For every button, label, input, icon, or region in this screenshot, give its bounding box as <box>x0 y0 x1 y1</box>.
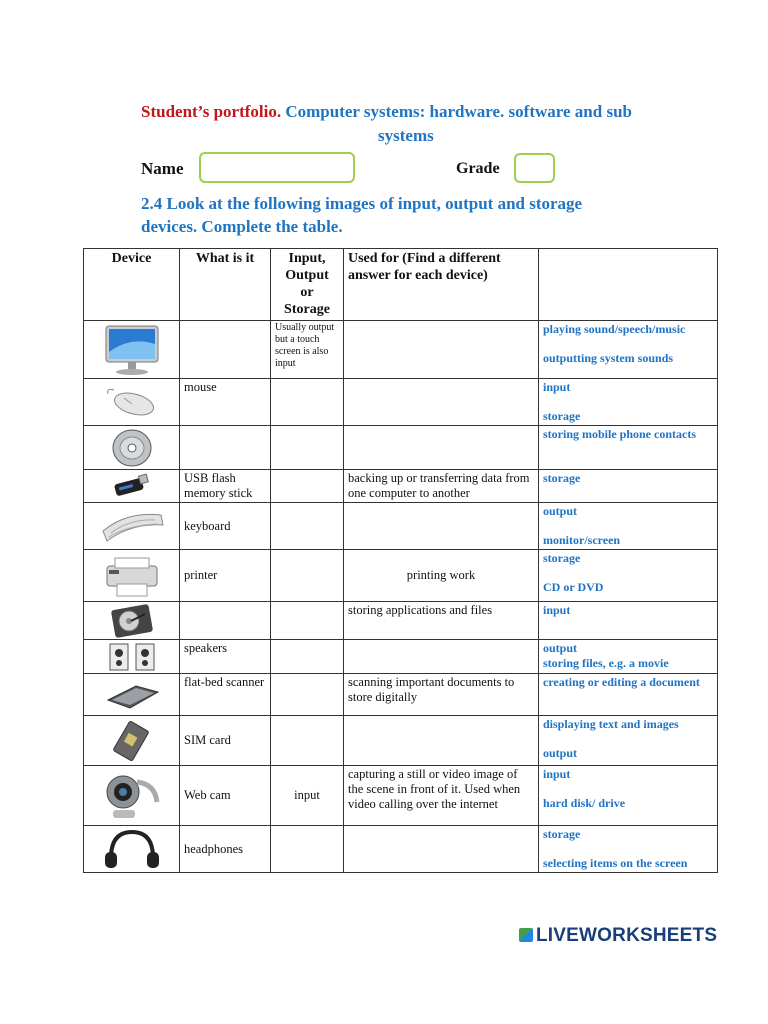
headphones-icon <box>101 828 163 870</box>
answer-option[interactable]: input <box>543 767 571 781</box>
io-cell <box>271 640 344 674</box>
options-cell <box>539 470 718 503</box>
used-cell <box>344 379 539 426</box>
name-label: Name <box>141 159 184 178</box>
mouse-icon <box>102 384 162 420</box>
usb-stick-icon <box>109 473 155 499</box>
answer-option[interactable]: storing files, e.g. a movie <box>543 656 669 670</box>
table-row <box>84 716 718 766</box>
answer-option[interactable]: output <box>543 504 578 518</box>
title-blue: Computer systems: hardware. software and sub <box>285 102 632 121</box>
table-row <box>84 674 718 716</box>
answer-option[interactable]: input <box>543 380 571 394</box>
options-cell <box>539 321 718 379</box>
answer-option[interactable]: storage <box>543 551 581 565</box>
what-cell: keyboard <box>180 503 271 550</box>
answer-option[interactable]: input <box>543 603 571 617</box>
table-row <box>84 826 718 873</box>
answer-option[interactable]: output <box>543 746 578 760</box>
used-cell <box>344 426 539 470</box>
answer-option[interactable]: selecting items on the screen <box>543 856 688 870</box>
answer-option[interactable]: monitor/screen <box>543 533 621 547</box>
monitor-icon <box>96 322 168 378</box>
table-row <box>84 321 718 379</box>
table-row <box>84 426 718 470</box>
what-cell <box>180 602 271 640</box>
answer-option[interactable]: creating or editing a document <box>543 675 700 689</box>
keyboard-icon <box>97 505 167 547</box>
options-cell <box>539 426 718 470</box>
io-cell <box>271 426 344 470</box>
io-cell <box>271 716 344 766</box>
answer-option[interactable]: output <box>543 641 578 655</box>
table-row <box>84 640 718 674</box>
table-row <box>84 470 718 503</box>
options-cell <box>539 503 718 550</box>
table-row <box>84 766 718 826</box>
used-cell: storing applications and files <box>344 602 539 640</box>
used-cell: printing work <box>344 550 539 602</box>
brand-text: LIVEWORKSHEETS <box>536 925 718 946</box>
header-options <box>539 249 718 321</box>
io-cell <box>271 470 344 503</box>
speakers-icon <box>104 641 160 673</box>
answer-option[interactable]: CD or DVD <box>543 580 604 594</box>
hard-disk-icon <box>105 604 159 638</box>
what-cell <box>180 426 271 470</box>
answer-option[interactable]: storing mobile phone contacts <box>543 427 696 441</box>
what-cell: SIM card <box>180 716 271 766</box>
io-cell <box>271 550 344 602</box>
options-cell <box>539 766 718 826</box>
options-cell <box>539 602 718 640</box>
answer-option[interactable]: storage <box>543 471 581 485</box>
sim-card-icon <box>110 718 154 764</box>
used-cell <box>344 716 539 766</box>
options-cell <box>539 674 718 716</box>
used-cell <box>344 321 539 379</box>
io-cell <box>271 826 344 873</box>
grade-label: Grade <box>456 160 500 177</box>
what-cell: mouse <box>180 379 271 426</box>
grade-field[interactable] <box>514 153 555 183</box>
webcam-icon <box>97 768 167 824</box>
what-cell: USB flash memory stick <box>180 470 271 503</box>
scanner-icon <box>102 678 162 712</box>
header-used: Used for (Find a different answer for each device) <box>344 249 539 321</box>
question-line-1: 2.4 Look at the following images of input, output and storage <box>141 194 583 213</box>
table-header-row <box>84 249 718 321</box>
options-cell <box>539 826 718 873</box>
answer-option[interactable]: storage <box>543 827 581 841</box>
answer-option[interactable]: playing sound/speech/music <box>543 322 686 336</box>
liveworksheets-logo <box>519 925 717 947</box>
used-cell <box>344 826 539 873</box>
table-row <box>84 602 718 640</box>
header-io: Input, Output or Storage <box>271 249 344 321</box>
used-cell <box>344 640 539 674</box>
table-row <box>84 379 718 426</box>
options-cell <box>539 640 718 674</box>
title-continuation: systems <box>378 126 434 145</box>
used-cell: capturing a still or video image of the scene in front of it. Used when video calling over the internet <box>344 766 539 826</box>
io-cell <box>271 674 344 716</box>
what-cell: headphones <box>180 826 271 873</box>
io-cell <box>271 602 344 640</box>
options-cell <box>539 716 718 766</box>
answer-option[interactable]: hard disk/ drive <box>543 796 626 810</box>
what-cell <box>180 321 271 379</box>
answer-option[interactable]: displaying text and images <box>543 717 679 731</box>
answer-option[interactable]: storage <box>543 409 581 423</box>
header-what: What is it <box>180 249 271 321</box>
devices-table <box>83 248 718 873</box>
table-row <box>84 503 718 550</box>
header-device: Device <box>84 249 180 321</box>
used-cell: scanning important documents to store digitally <box>344 674 539 716</box>
what-cell: printer <box>180 550 271 602</box>
page-title <box>141 102 741 122</box>
what-cell: speakers <box>180 640 271 674</box>
cd-icon <box>108 428 156 468</box>
what-cell: flat-bed scanner <box>180 674 271 716</box>
io-cell: Usually output but a touch screen is also input <box>271 321 344 379</box>
what-cell: Web cam <box>180 766 271 826</box>
table-row <box>84 550 718 602</box>
question-line-2: devices. Complete the table. <box>141 217 343 236</box>
used-cell <box>344 503 539 550</box>
io-cell <box>271 503 344 550</box>
title-red: Student’s portfolio. <box>141 102 282 121</box>
options-cell <box>539 379 718 426</box>
options-cell <box>539 550 718 602</box>
answer-option[interactable]: outputting system sounds <box>543 351 674 365</box>
printer-icon <box>99 552 165 600</box>
liveworksheets-mark-icon <box>519 928 533 942</box>
io-cell: input <box>271 766 344 826</box>
io-cell <box>271 379 344 426</box>
name-field[interactable] <box>199 152 355 183</box>
used-cell: backing up or transferring data from one computer to another <box>344 470 539 503</box>
